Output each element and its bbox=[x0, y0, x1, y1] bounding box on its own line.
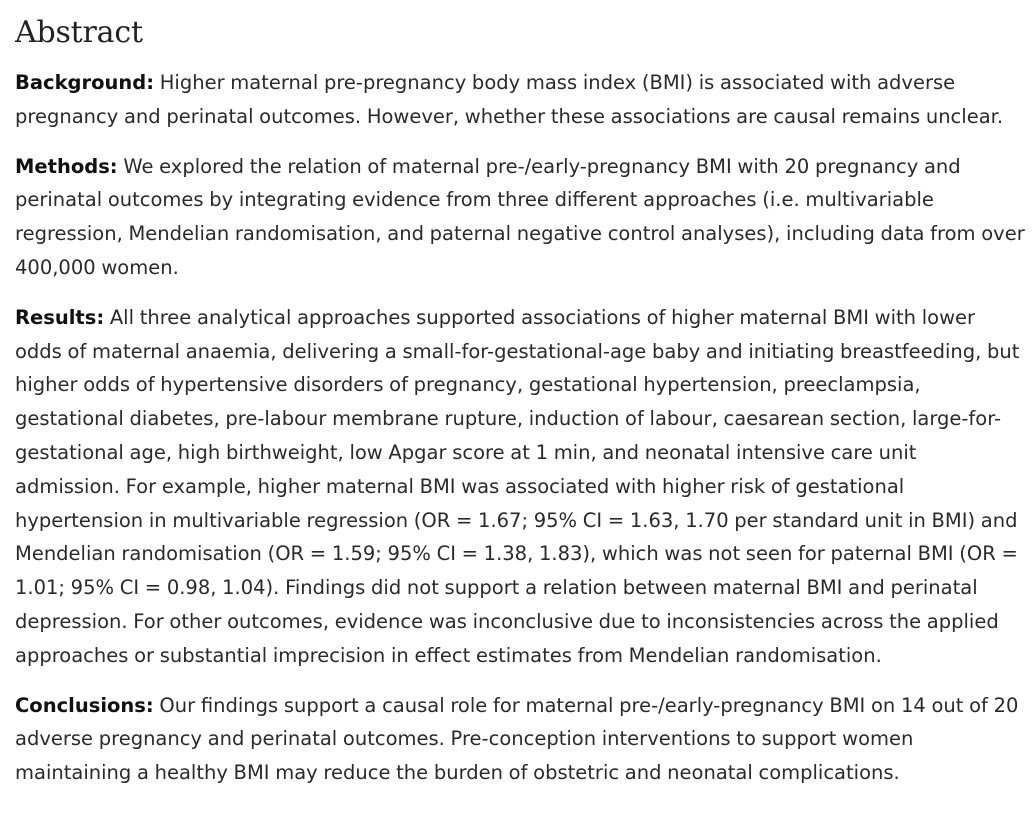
background-paragraph bbox=[15, 66, 1027, 134]
conclusions-label: Conclusions: bbox=[15, 693, 154, 717]
methods-label: Methods: bbox=[15, 154, 118, 178]
background-text: Higher maternal pre-pregnancy body mass index (BMI) is associated with adverse pregnancy and perinatal outcomes. However, whether these associations are causal remains unclear. bbox=[15, 71, 1004, 128]
results-label: Results: bbox=[15, 305, 105, 329]
abstract-section bbox=[15, 12, 1027, 806]
results-paragraph bbox=[15, 301, 1027, 673]
conclusions-text: Our findings support a causal role for maternal pre-/early-pregnancy BMI on 14 out of 20 adverse pregnancy and perinatal outcomes. Pre-conception interventions to support women maintaining a healthy BMI may reduce the burden of obstetric and neonatal complications. bbox=[15, 693, 1019, 785]
abstract-heading: Abstract bbox=[15, 15, 143, 50]
methods-paragraph bbox=[15, 150, 1027, 285]
results-text: All three analytical approaches supported associations of higher maternal BMI with lower odds of maternal anaemia, delivering a small-for-gestational-age baby and initiating breastfeeding, but higher odds of hypertensive disorders of pregnancy, gestational hypertension, preeclampsia, gestational diabetes, pre-labour membrane rupture, induction of labour, caesarean section, large-for-gestational age, high birthweight, low Apgar score at 1 min, and neonatal intensive care unit admission. For example, higher maternal BMI was associated with higher risk of gestational hypertension in multivariable regression (OR = 1.67; 95% CI = 1.63, 1.70 per standard unit in BMI) and Mendelian randomisation (OR = 1.59; 95% CI = 1.38, 1.83), which was not seen for paternal BMI (OR = 1.01; 95% CI = 0.98, 1.04). Findings did not support a relation between maternal BMI and perinatal depression. For other outcomes, evidence was inconclusive due to inconsistencies across the applied approaches or substantial imprecision in effect estimates from Mendelian randomisation. bbox=[15, 305, 1020, 667]
background-label: Background: bbox=[15, 71, 155, 94]
conclusions-paragraph bbox=[15, 689, 1027, 790]
methods-text: We explored the relation of maternal pre-/early-pregnancy BMI with 20 pregnancy and perinatal outcomes by integrating evidence from three different approaches (i.e. multivariable regression, Mendelian randomisation, and paternal negative control analyses), including data from over 400,000 women. bbox=[15, 154, 1025, 279]
